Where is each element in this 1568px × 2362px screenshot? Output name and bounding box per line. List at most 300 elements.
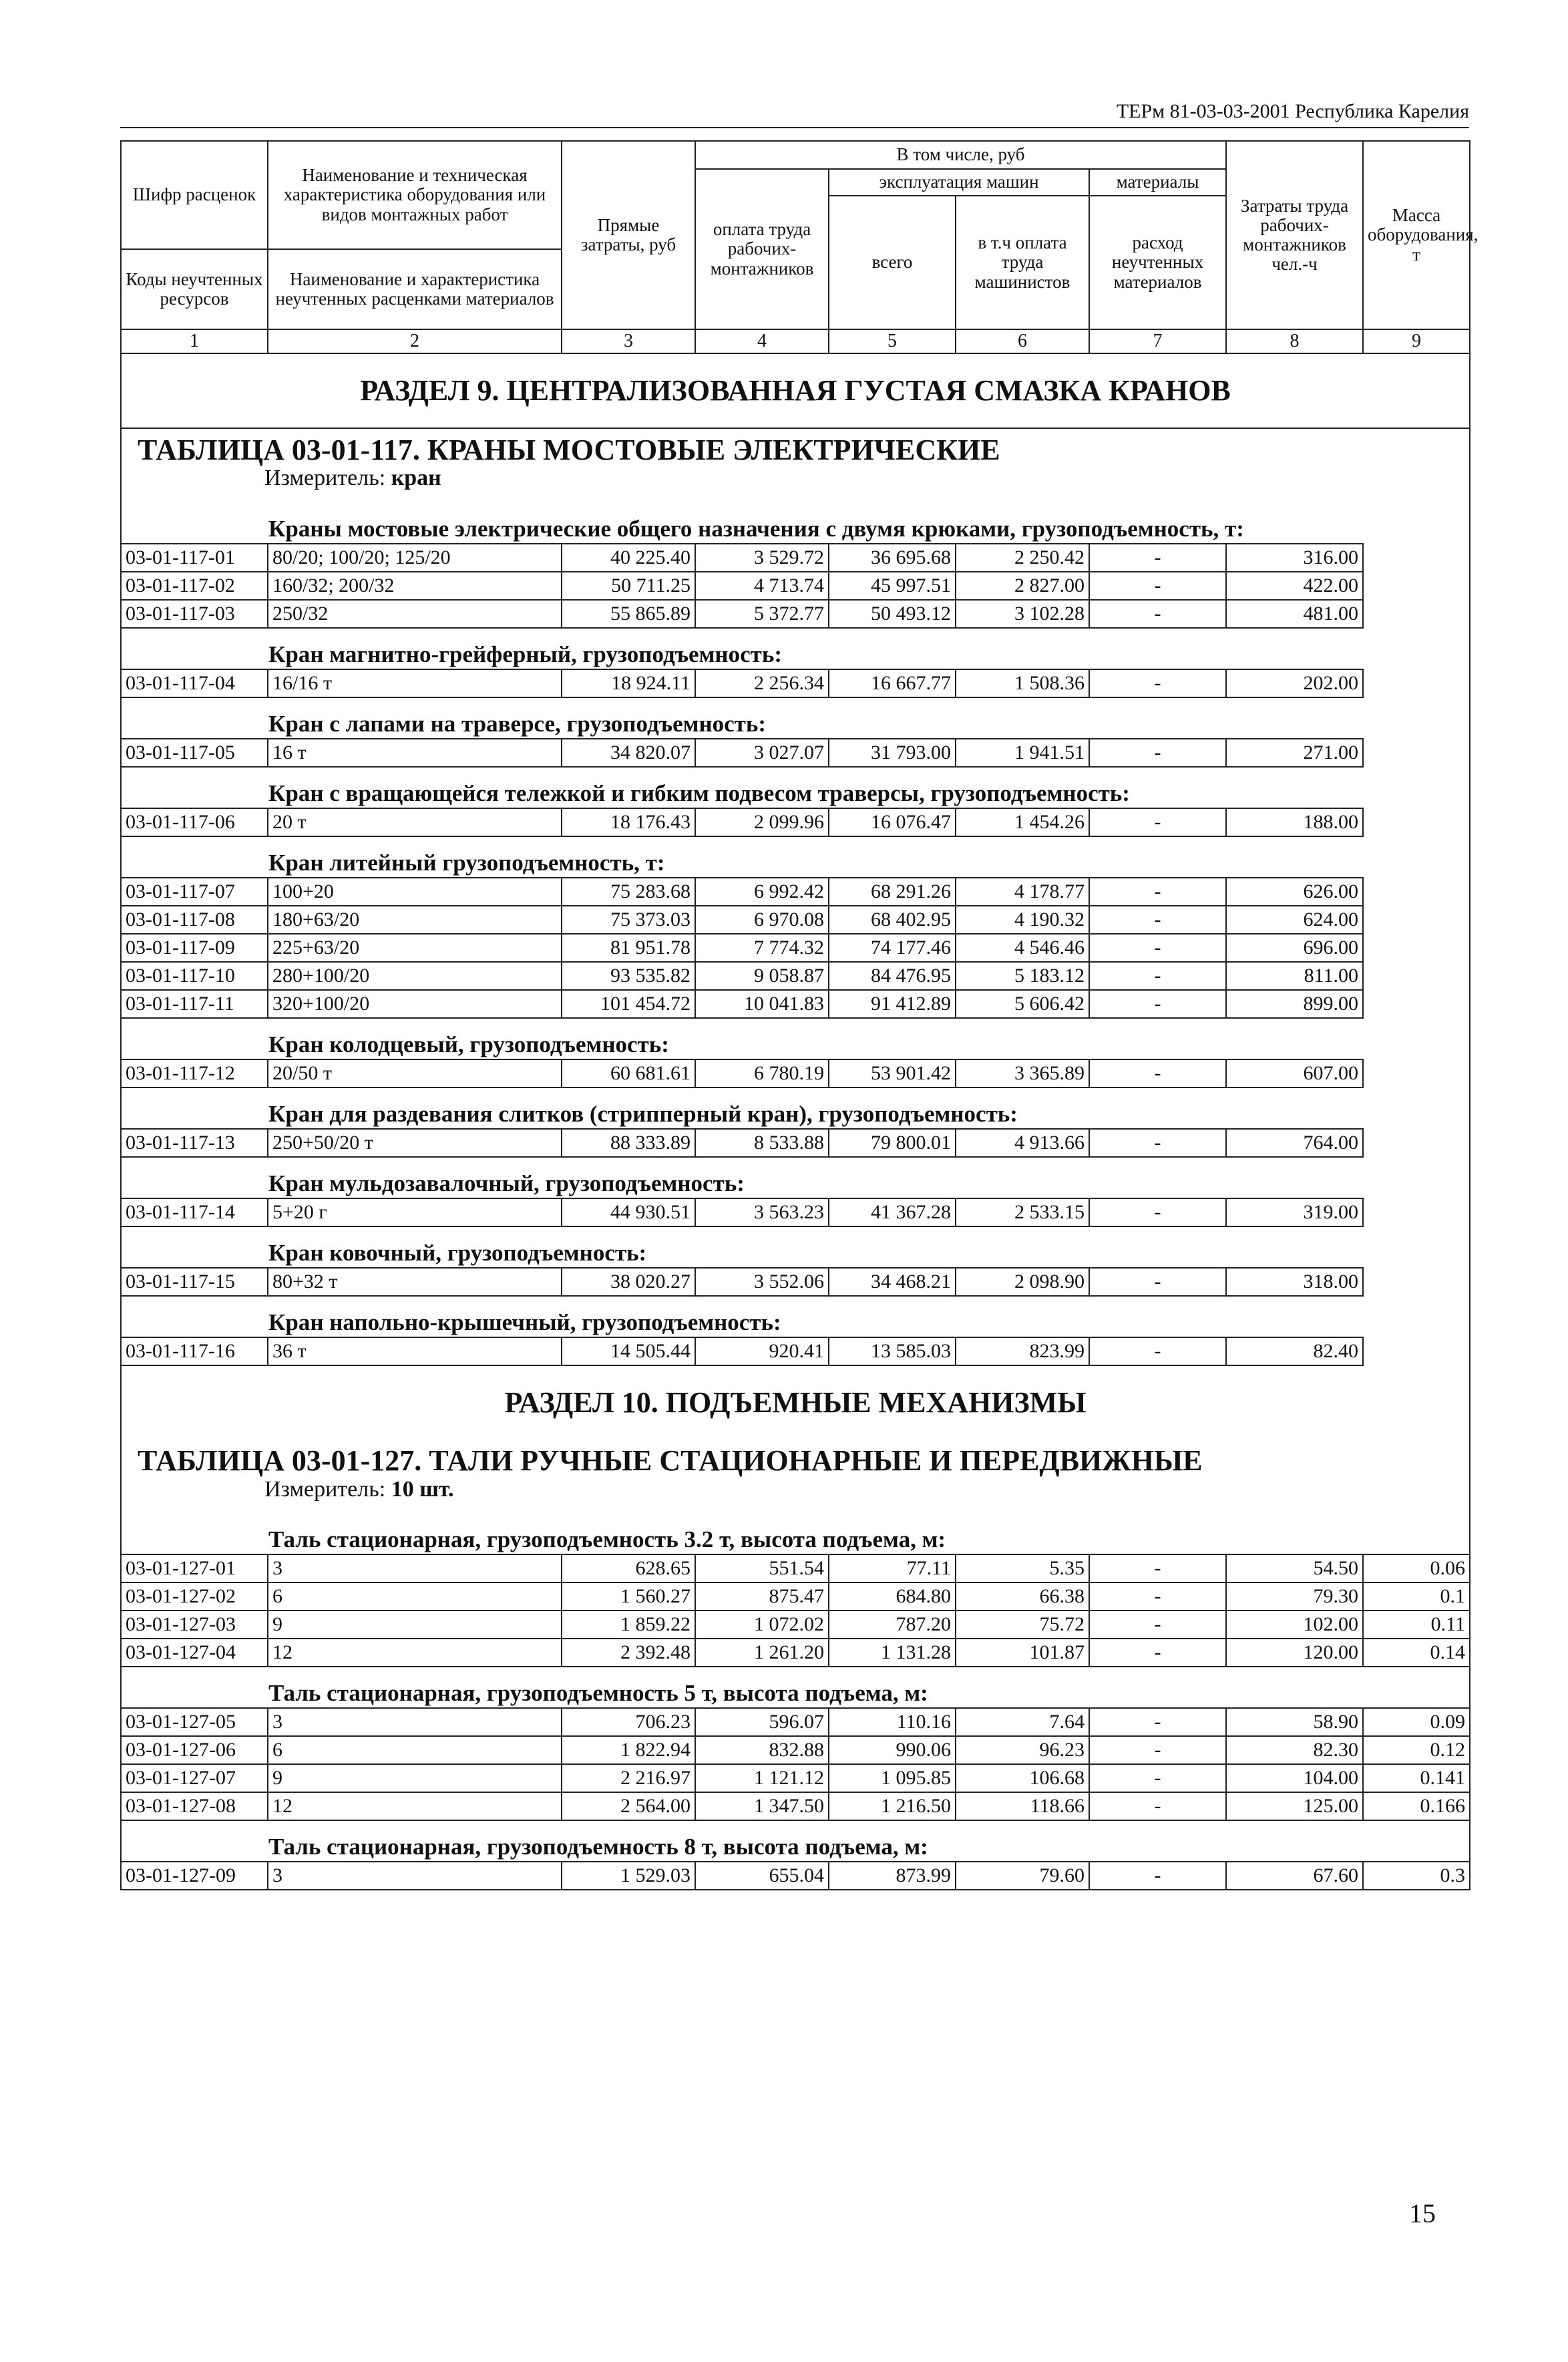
row-materials: - — [1089, 1639, 1226, 1667]
row-direct-cost: 75 373.03 — [562, 906, 695, 934]
row-name: 225+63/20 — [268, 934, 562, 962]
row-labor-hours: 58.90 — [1226, 1708, 1363, 1736]
colnum: 2 — [268, 329, 562, 353]
row-materials: - — [1089, 990, 1226, 1018]
table-row — [121, 962, 1470, 990]
group-title: Кран напольно-крышечный, грузоподъемность: — [121, 1296, 1470, 1337]
row-machine-cost: 1 131.28 — [829, 1639, 956, 1667]
group-title: Кран ковочный, грузоподъемность: — [121, 1226, 1470, 1268]
row-machine-cost: 16 076.47 — [829, 808, 956, 836]
row-machine-labor: 75.72 — [956, 1611, 1089, 1639]
row-code: 03-01-117-11 — [121, 990, 268, 1018]
row-machine-labor: 5.35 — [956, 1554, 1089, 1582]
group-header-row — [121, 503, 1470, 544]
row-mass — [1363, 572, 1470, 600]
row-materials: - — [1089, 739, 1226, 767]
row-machine-cost: 873.99 — [829, 1862, 956, 1890]
group-title: Кран с вращающейся тележкой и гибким подвесом траверсы, грузоподъемность: — [121, 767, 1470, 808]
row-machine-cost: 990.06 — [829, 1736, 956, 1764]
row-name: 3 — [268, 1708, 562, 1736]
row-direct-cost: 14 505.44 — [562, 1337, 695, 1365]
row-labor-cost: 875.47 — [695, 1582, 829, 1611]
row-direct-cost: 2 216.97 — [562, 1764, 695, 1792]
colnum: 1 — [121, 329, 268, 353]
section-title: РАЗДЕЛ 10. ПОДЪЕМНЫЕ МЕХАНИЗМЫ — [121, 1365, 1470, 1440]
row-labor-hours: 607.00 — [1226, 1059, 1363, 1087]
table-row — [121, 1059, 1470, 1087]
row-name: 36 т — [268, 1337, 562, 1365]
row-materials: - — [1089, 1764, 1226, 1792]
table-row — [121, 906, 1470, 934]
table-row — [121, 808, 1470, 836]
row-labor-cost: 1 072.02 — [695, 1611, 829, 1639]
col6-header: в т.ч оплата труда машинистов — [956, 196, 1089, 329]
row-mass — [1363, 878, 1470, 906]
row-name: 3 — [268, 1554, 562, 1582]
row-direct-cost: 101 454.72 — [562, 990, 695, 1018]
row-name: 9 — [268, 1764, 562, 1792]
row-mass — [1363, 808, 1470, 836]
table-row — [121, 1736, 1470, 1764]
group-header-row — [121, 628, 1470, 669]
row-direct-cost: 75 283.68 — [562, 878, 695, 906]
row-machine-cost: 36 695.68 — [829, 544, 956, 572]
row-code: 03-01-117-14 — [121, 1198, 268, 1226]
measure-value: кран — [391, 466, 441, 491]
running-head: ТЕРм 81-03-03-2001 Республика Карелия — [120, 100, 1469, 128]
row-machine-labor: 118.66 — [956, 1792, 1089, 1820]
row-labor-cost: 3 529.72 — [695, 544, 829, 572]
row-code: 03-01-127-08 — [121, 1792, 268, 1820]
group-header-row — [121, 1087, 1470, 1129]
group-title: Кран магнитно-грейферный, грузоподъемность: — [121, 628, 1470, 669]
row-machine-labor: 7.64 — [956, 1708, 1089, 1736]
row-labor-hours: 899.00 — [1226, 990, 1363, 1018]
row-code: 03-01-117-02 — [121, 572, 268, 600]
colnum: 3 — [562, 329, 695, 353]
row-direct-cost: 1 560.27 — [562, 1582, 695, 1611]
section-title: РАЗДЕЛ 9. ЦЕНТРАЛИЗОВАННАЯ ГУСТАЯ СМАЗКА КРАНОВ — [121, 353, 1470, 428]
row-labor-cost: 3 027.07 — [695, 739, 829, 767]
row-labor-cost: 6 992.42 — [695, 878, 829, 906]
row-machine-cost: 31 793.00 — [829, 739, 956, 767]
row-name: 9 — [268, 1611, 562, 1639]
row-labor-cost: 596.07 — [695, 1708, 829, 1736]
row-labor-cost: 4 713.74 — [695, 572, 829, 600]
row-name: 280+100/20 — [268, 962, 562, 990]
row-mass: 0.166 — [1363, 1792, 1470, 1820]
row-mass — [1363, 1059, 1470, 1087]
row-labor-cost: 832.88 — [695, 1736, 829, 1764]
measure-label: Измеритель: — [264, 466, 386, 491]
table-title-row — [121, 428, 1470, 503]
row-machine-cost: 1 216.50 — [829, 1792, 956, 1820]
row-labor-hours: 696.00 — [1226, 934, 1363, 962]
row-machine-cost: 68 291.26 — [829, 878, 956, 906]
row-name: 20/50 т — [268, 1059, 562, 1087]
row-code: 03-01-117-04 — [121, 669, 268, 697]
row-direct-cost: 81 951.78 — [562, 934, 695, 962]
row-materials: - — [1089, 906, 1226, 934]
row-labor-cost: 1 347.50 — [695, 1792, 829, 1820]
machines-header: эксплуатация машин — [829, 169, 1089, 196]
table-row — [121, 1764, 1470, 1792]
section-row — [121, 353, 1470, 428]
row-labor-hours: 79.30 — [1226, 1582, 1363, 1611]
row-mass — [1363, 1337, 1470, 1365]
row-labor-cost: 8 533.88 — [695, 1129, 829, 1157]
colnum: 8 — [1226, 329, 1363, 353]
table-title-cell — [121, 428, 1470, 503]
row-mass — [1363, 906, 1470, 934]
row-materials: - — [1089, 1582, 1226, 1611]
row-mass: 0.12 — [1363, 1736, 1470, 1764]
row-direct-cost: 44 930.51 — [562, 1198, 695, 1226]
row-name: 320+100/20 — [268, 990, 562, 1018]
row-name: 100+20 — [268, 878, 562, 906]
table-row — [121, 1268, 1470, 1296]
group-header-row — [121, 836, 1470, 878]
row-machine-labor: 4 178.77 — [956, 878, 1089, 906]
measure-label: Измеритель: — [264, 1476, 386, 1502]
row-labor-hours: 82.30 — [1226, 1736, 1363, 1764]
row-code: 03-01-127-04 — [121, 1639, 268, 1667]
row-code: 03-01-127-02 — [121, 1582, 268, 1611]
row-materials: - — [1089, 1129, 1226, 1157]
row-machine-labor: 106.68 — [956, 1764, 1089, 1792]
row-mass: 0.14 — [1363, 1639, 1470, 1667]
group-title: Таль стационарная, грузоподъемность 5 т, высота подъема, м: — [121, 1667, 1470, 1708]
row-name: 16 т — [268, 739, 562, 767]
row-code: 03-01-127-01 — [121, 1554, 268, 1582]
row-name: 160/32; 200/32 — [268, 572, 562, 600]
row-name: 180+63/20 — [268, 906, 562, 934]
row-code: 03-01-117-06 — [121, 808, 268, 836]
colnum: 4 — [695, 329, 829, 353]
row-direct-cost: 34 820.07 — [562, 739, 695, 767]
row-mass: 0.3 — [1363, 1862, 1470, 1890]
row-machine-labor: 101.87 — [956, 1639, 1089, 1667]
col1-header-bottom: Коды неучтенных ресурсов — [121, 249, 268, 329]
row-name: 250/32 — [268, 600, 562, 628]
group-title: Кран колодцевый, грузоподъемность: — [121, 1018, 1470, 1059]
row-materials: - — [1089, 1736, 1226, 1764]
row-direct-cost: 38 020.27 — [562, 1268, 695, 1296]
row-labor-hours: 624.00 — [1226, 906, 1363, 934]
row-machine-labor: 66.38 — [956, 1582, 1089, 1611]
measure-value: 10 шт. — [391, 1476, 454, 1502]
row-machine-cost: 53 901.42 — [829, 1059, 956, 1087]
row-labor-cost: 6 970.08 — [695, 906, 829, 934]
row-labor-cost: 920.41 — [695, 1337, 829, 1365]
row-labor-cost: 3 563.23 — [695, 1198, 829, 1226]
row-labor-hours: 481.00 — [1226, 600, 1363, 628]
row-labor-cost: 551.54 — [695, 1554, 829, 1582]
row-name: 20 т — [268, 808, 562, 836]
row-materials: - — [1089, 1268, 1226, 1296]
col4-header: оплата труда рабочих-монтажников — [695, 169, 829, 329]
row-machine-cost: 1 095.85 — [829, 1764, 956, 1792]
row-labor-hours: 125.00 — [1226, 1792, 1363, 1820]
row-machine-labor: 2 250.42 — [956, 544, 1089, 572]
row-code: 03-01-117-09 — [121, 934, 268, 962]
row-mass — [1363, 600, 1470, 628]
table-row — [121, 544, 1470, 572]
row-materials: - — [1089, 934, 1226, 962]
row-code: 03-01-117-08 — [121, 906, 268, 934]
group-title: Таль стационарная, грузоподъемность 3.2 т, высота подъема, м: — [121, 1514, 1470, 1554]
row-code: 03-01-127-03 — [121, 1611, 268, 1639]
row-mass: 0.06 — [1363, 1554, 1470, 1582]
row-machine-labor: 3 102.28 — [956, 600, 1089, 628]
row-labor-hours: 202.00 — [1226, 669, 1363, 697]
row-machine-cost: 77.11 — [829, 1554, 956, 1582]
group-header-row — [121, 1018, 1470, 1059]
row-labor-hours: 104.00 — [1226, 1764, 1363, 1792]
measure-unit — [138, 1478, 1465, 1514]
row-direct-cost: 18 924.11 — [562, 669, 695, 697]
row-labor-cost: 7 774.32 — [695, 934, 829, 962]
row-labor-hours: 188.00 — [1226, 808, 1363, 836]
table-row — [121, 1792, 1470, 1820]
row-name: 12 — [268, 1639, 562, 1667]
row-labor-cost: 655.04 — [695, 1862, 829, 1890]
row-direct-cost: 93 535.82 — [562, 962, 695, 990]
group-header-row — [121, 1226, 1470, 1268]
row-direct-cost: 628.65 — [562, 1554, 695, 1582]
row-mass — [1363, 962, 1470, 990]
row-name: 12 — [268, 1792, 562, 1820]
col1-header-top: Шифр расценок — [121, 141, 268, 249]
group-title: Таль стационарная, грузоподъемность 8 т, высота подъема, м: — [121, 1820, 1470, 1862]
col8-header: Затраты труда рабочих-монтажников чел.-ч — [1226, 141, 1363, 329]
row-mass — [1363, 990, 1470, 1018]
row-code: 03-01-117-12 — [121, 1059, 268, 1087]
row-code: 03-01-117-16 — [121, 1337, 268, 1365]
row-machine-cost: 91 412.89 — [829, 990, 956, 1018]
group-header-row — [121, 767, 1470, 808]
materials-header: материалы — [1089, 169, 1226, 196]
row-name: 6 — [268, 1736, 562, 1764]
table-row — [121, 669, 1470, 697]
row-code: 03-01-127-07 — [121, 1764, 268, 1792]
row-direct-cost: 1 859.22 — [562, 1611, 695, 1639]
table-title: ТАБЛИЦА 03-01-127. ТАЛИ РУЧНЫЕ СТАЦИОНАРНЫЕ И ПЕРЕДВИЖНЫЕ — [138, 1444, 1203, 1478]
row-mass: 0.1 — [1363, 1582, 1470, 1611]
row-mass — [1363, 739, 1470, 767]
row-mass — [1363, 544, 1470, 572]
table-title-row — [121, 1440, 1470, 1514]
table-title-cell — [121, 1440, 1470, 1514]
row-labor-cost: 10 041.83 — [695, 990, 829, 1018]
col7-header: расход неучтенных материалов — [1089, 196, 1226, 329]
row-labor-cost: 6 780.19 — [695, 1059, 829, 1087]
row-labor-hours: 316.00 — [1226, 544, 1363, 572]
row-mass — [1363, 1129, 1470, 1157]
table-row — [121, 1554, 1470, 1582]
row-mass: 0.141 — [1363, 1764, 1470, 1792]
row-materials: - — [1089, 1862, 1226, 1890]
row-materials: - — [1089, 1198, 1226, 1226]
row-labor-hours: 422.00 — [1226, 572, 1363, 600]
row-code: 03-01-117-15 — [121, 1268, 268, 1296]
table-row — [121, 739, 1470, 767]
row-labor-hours: 319.00 — [1226, 1198, 1363, 1226]
row-direct-cost: 88 333.89 — [562, 1129, 695, 1157]
row-materials: - — [1089, 572, 1226, 600]
row-direct-cost: 1 822.94 — [562, 1736, 695, 1764]
col2-header-top: Наименование и техническая характеристика оборудования или видов монтажных работ — [268, 141, 562, 249]
row-direct-cost: 2 392.48 — [562, 1639, 695, 1667]
row-labor-cost: 3 552.06 — [695, 1268, 829, 1296]
row-machine-labor: 823.99 — [956, 1337, 1089, 1365]
group-title: Кран литейный грузоподъемность, т: — [121, 836, 1470, 878]
row-machine-cost: 787.20 — [829, 1611, 956, 1639]
row-code: 03-01-117-10 — [121, 962, 268, 990]
row-direct-cost: 706.23 — [562, 1708, 695, 1736]
row-labor-hours: 120.00 — [1226, 1639, 1363, 1667]
row-labor-hours: 626.00 — [1226, 878, 1363, 906]
table-title: ТАБЛИЦА 03-01-117. КРАНЫ МОСТОВЫЕ ЭЛЕКТРИЧЕСКИЕ — [138, 434, 1000, 466]
group-title: Краны мостовые электрические общего назначения с двумя крюками, грузоподъемность, т: — [121, 503, 1470, 544]
row-direct-cost: 55 865.89 — [562, 600, 695, 628]
row-labor-hours: 764.00 — [1226, 1129, 1363, 1157]
table-row — [121, 1198, 1470, 1226]
incl-header: В том числе, руб — [695, 141, 1226, 169]
row-machine-cost: 41 367.28 — [829, 1198, 956, 1226]
row-name: 6 — [268, 1582, 562, 1611]
row-labor-cost: 1 121.12 — [695, 1764, 829, 1792]
row-machine-cost: 79 800.01 — [829, 1129, 956, 1157]
row-name: 16/16 т — [268, 669, 562, 697]
row-mass: 0.09 — [1363, 1708, 1470, 1736]
row-machine-cost: 110.16 — [829, 1708, 956, 1736]
group-header-row — [121, 1157, 1470, 1198]
row-mass — [1363, 669, 1470, 697]
group-header-row — [121, 697, 1470, 739]
col9-header: Масса оборудования, т — [1363, 141, 1470, 329]
table-row — [121, 990, 1470, 1018]
table-row — [121, 1708, 1470, 1736]
colnum: 7 — [1089, 329, 1226, 353]
row-machine-labor: 1 941.51 — [956, 739, 1089, 767]
row-machine-cost: 45 997.51 — [829, 572, 956, 600]
row-materials: - — [1089, 1059, 1226, 1087]
row-machine-labor: 3 365.89 — [956, 1059, 1089, 1087]
group-title: Кран для раздевания слитков (стрипперный кран), грузоподъемность: — [121, 1087, 1470, 1129]
col2-header-bottom: Наименование и характеристика неучтенных расценками материалов — [268, 249, 562, 329]
row-materials: - — [1089, 1792, 1226, 1820]
row-machine-labor: 2 533.15 — [956, 1198, 1089, 1226]
table-row — [121, 1862, 1470, 1890]
row-machine-cost: 68 402.95 — [829, 906, 956, 934]
row-materials: - — [1089, 962, 1226, 990]
row-code: 03-01-117-05 — [121, 739, 268, 767]
group-title: Кран с лапами на траверсе, грузоподъемность: — [121, 697, 1470, 739]
row-direct-cost: 50 711.25 — [562, 572, 695, 600]
row-machine-labor: 79.60 — [956, 1862, 1089, 1890]
row-machine-labor: 5 183.12 — [956, 962, 1089, 990]
row-machine-labor: 96.23 — [956, 1736, 1089, 1764]
colnum: 9 — [1363, 329, 1470, 353]
row-machine-labor: 1 454.26 — [956, 808, 1089, 836]
row-machine-cost: 13 585.03 — [829, 1337, 956, 1365]
table-row — [121, 600, 1470, 628]
row-code: 03-01-117-07 — [121, 878, 268, 906]
colnum: 6 — [956, 329, 1089, 353]
row-machine-labor: 5 606.42 — [956, 990, 1089, 1018]
row-labor-cost: 2 256.34 — [695, 669, 829, 697]
table-row — [121, 1129, 1470, 1157]
row-labor-hours: 67.60 — [1226, 1862, 1363, 1890]
group-header-row — [121, 1296, 1470, 1337]
page-number: 15 — [1409, 2198, 1436, 2228]
row-code: 03-01-117-13 — [121, 1129, 268, 1157]
row-machine-labor: 4 190.32 — [956, 906, 1089, 934]
row-mass: 0.11 — [1363, 1611, 1470, 1639]
row-code: 03-01-117-01 — [121, 544, 268, 572]
row-labor-cost: 9 058.87 — [695, 962, 829, 990]
row-labor-hours: 271.00 — [1226, 739, 1363, 767]
row-labor-hours: 82.40 — [1226, 1337, 1363, 1365]
row-materials: - — [1089, 808, 1226, 836]
row-mass — [1363, 1268, 1470, 1296]
row-code: 03-01-127-09 — [121, 1862, 268, 1890]
row-machine-labor: 4 913.66 — [956, 1129, 1089, 1157]
row-machine-cost: 34 468.21 — [829, 1268, 956, 1296]
row-name: 3 — [268, 1862, 562, 1890]
row-materials: - — [1089, 1337, 1226, 1365]
col3-header: Прямые затраты, руб — [562, 141, 695, 329]
row-code: 03-01-127-06 — [121, 1736, 268, 1764]
table-row — [121, 878, 1470, 906]
table-body — [121, 353, 1470, 1890]
row-machine-labor: 1 508.36 — [956, 669, 1089, 697]
section-row — [121, 1365, 1470, 1440]
table-row — [121, 1582, 1470, 1611]
row-direct-cost: 1 529.03 — [562, 1862, 695, 1890]
row-direct-cost: 60 681.61 — [562, 1059, 695, 1087]
row-materials: - — [1089, 600, 1226, 628]
row-direct-cost: 18 176.43 — [562, 808, 695, 836]
row-labor-hours: 318.00 — [1226, 1268, 1363, 1296]
row-direct-cost: 2 564.00 — [562, 1792, 695, 1820]
norm-table — [120, 140, 1479, 1890]
row-labor-cost: 1 261.20 — [695, 1639, 829, 1667]
row-materials: - — [1089, 1708, 1226, 1736]
table-header — [121, 141, 1479, 353]
row-machine-cost: 684.80 — [829, 1582, 956, 1611]
colnum: 5 — [829, 329, 956, 353]
row-direct-cost: 40 225.40 — [562, 544, 695, 572]
row-code: 03-01-117-03 — [121, 600, 268, 628]
row-materials: - — [1089, 878, 1226, 906]
row-name: 5+20 г — [268, 1198, 562, 1226]
group-header-row — [121, 1820, 1470, 1862]
table-row — [121, 1337, 1470, 1365]
row-materials: - — [1089, 1611, 1226, 1639]
row-machine-cost: 50 493.12 — [829, 600, 956, 628]
table-row — [121, 1639, 1470, 1667]
row-labor-hours: 811.00 — [1226, 962, 1363, 990]
row-mass — [1363, 1198, 1470, 1226]
row-labor-cost: 2 099.96 — [695, 808, 829, 836]
row-machine-cost: 16 667.77 — [829, 669, 956, 697]
group-header-row — [121, 1667, 1470, 1708]
row-name: 80/20; 100/20; 125/20 — [268, 544, 562, 572]
row-labor-cost: 5 372.77 — [695, 600, 829, 628]
row-name: 250+50/20 т — [268, 1129, 562, 1157]
